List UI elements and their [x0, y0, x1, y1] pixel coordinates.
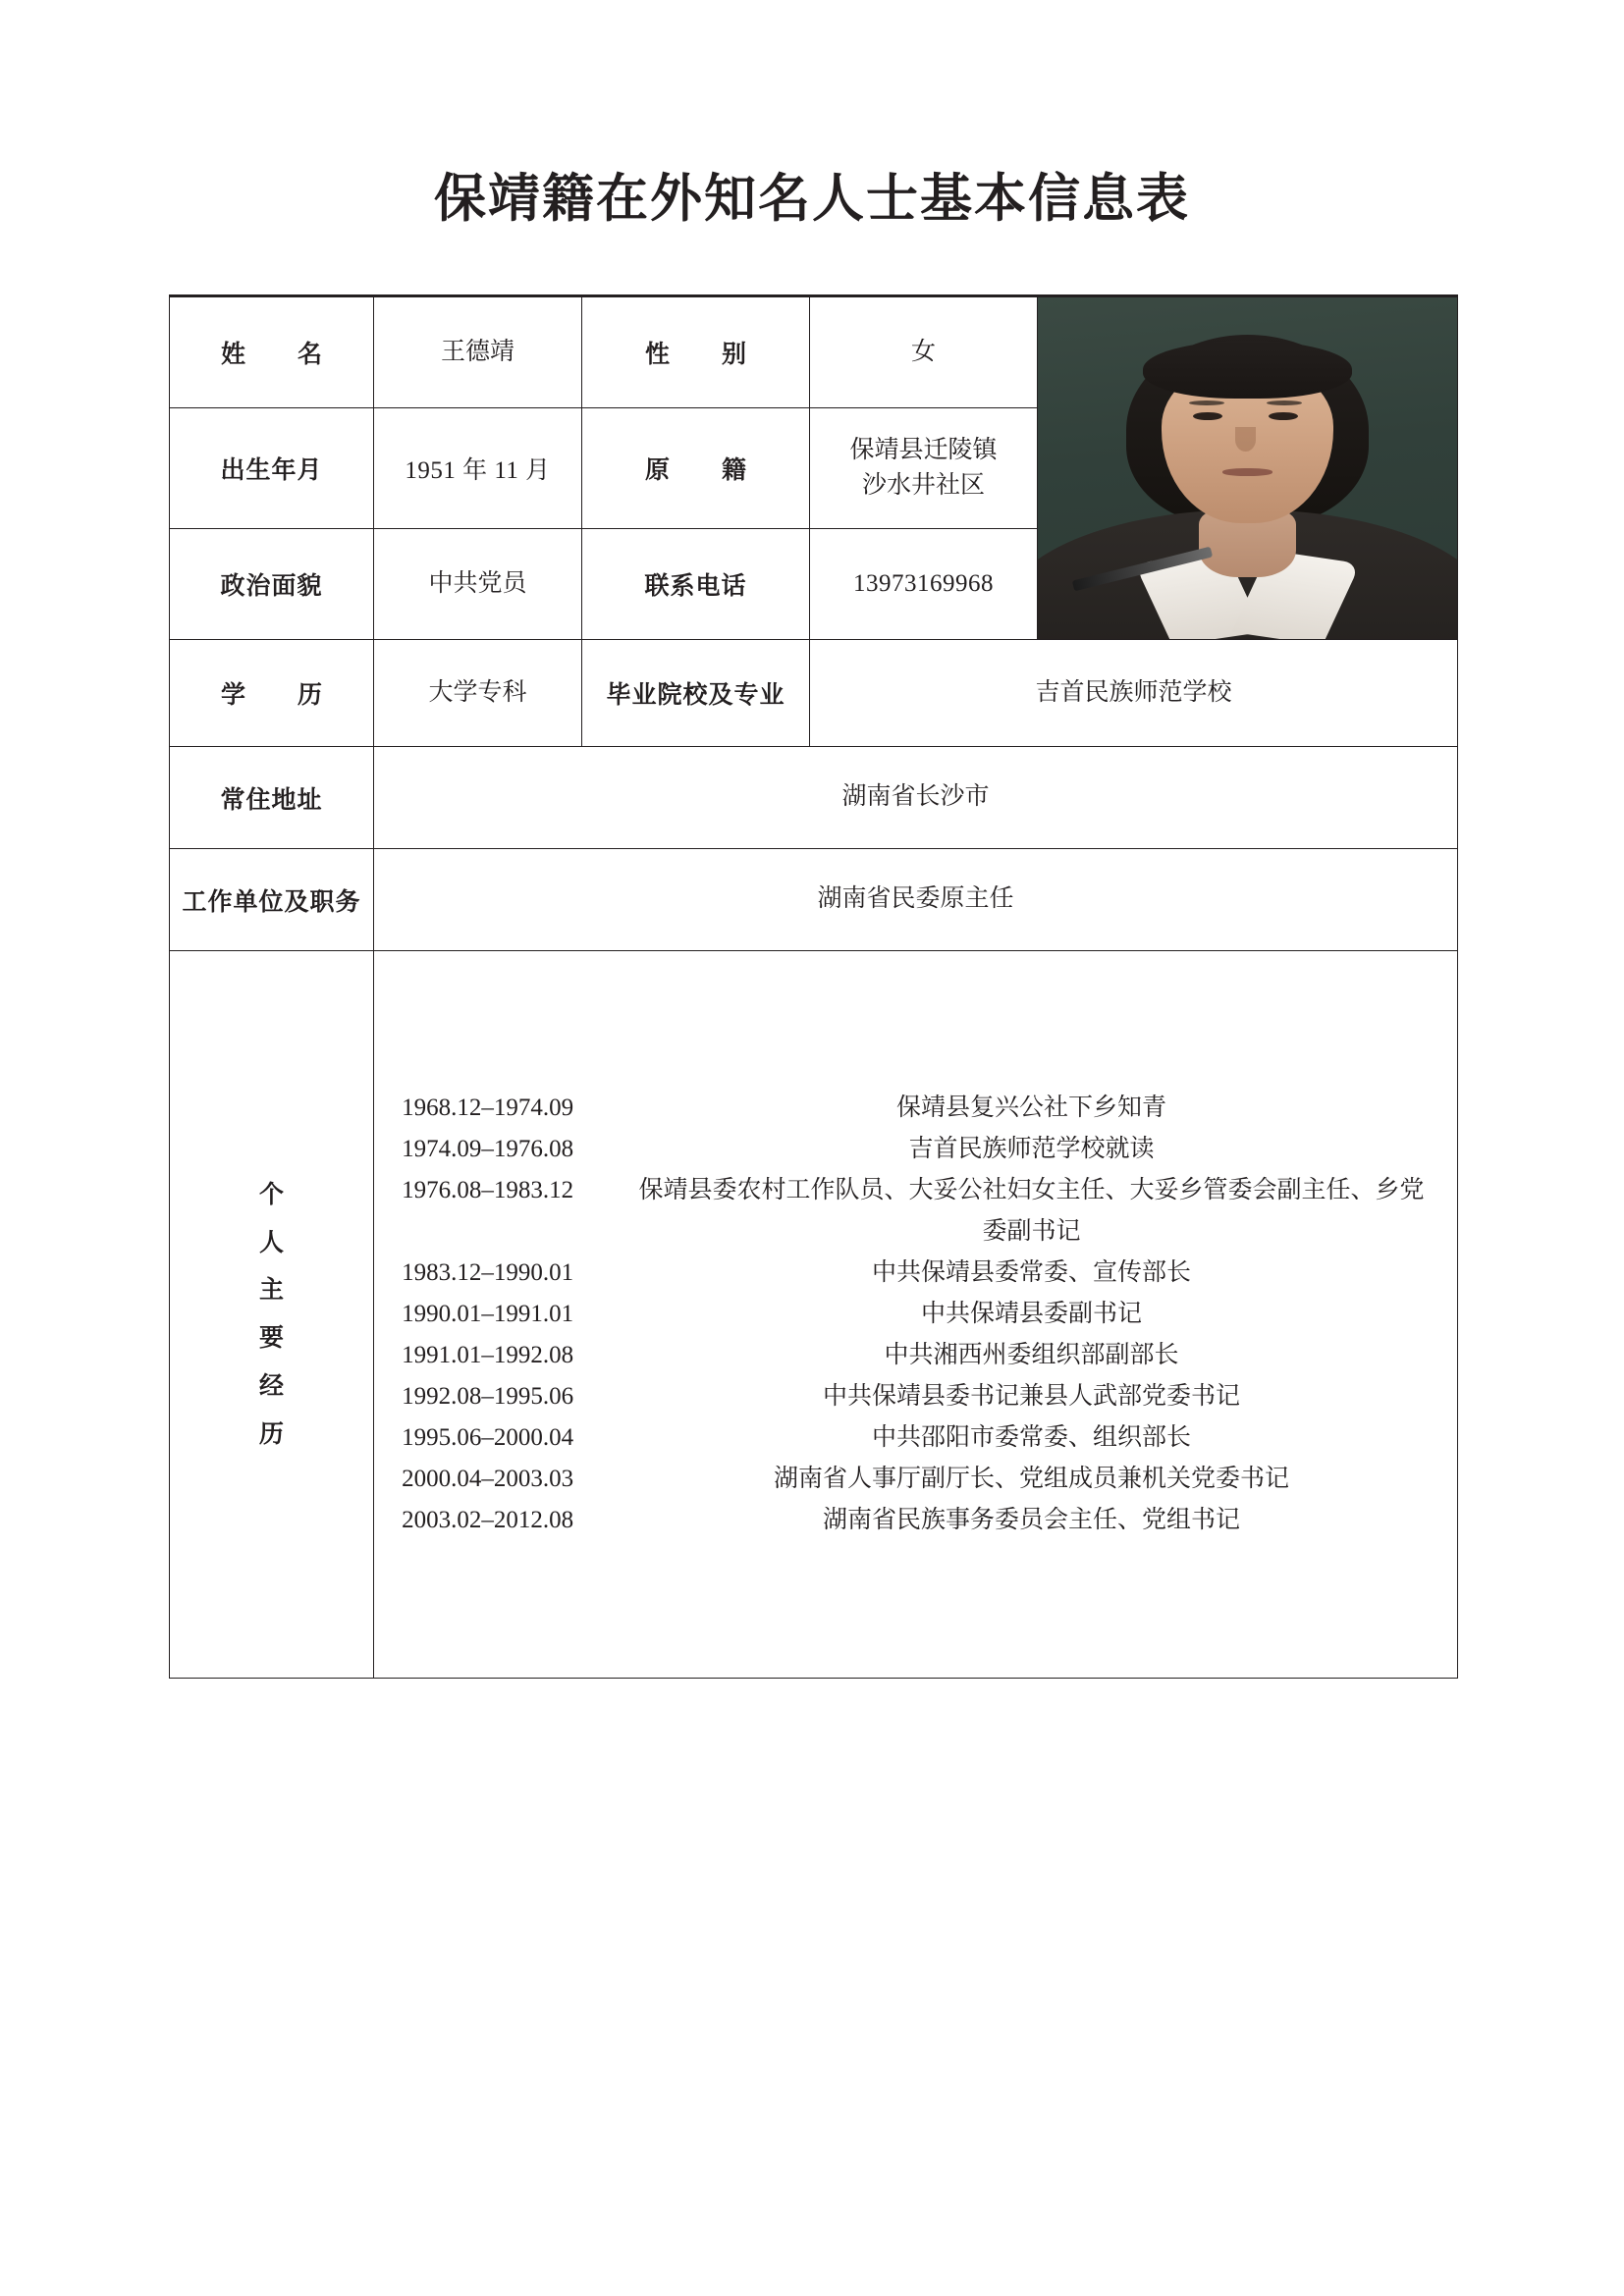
- table-row-education: [170, 640, 1458, 747]
- cell-experience-label: [170, 951, 374, 1679]
- photo-mouth: [1222, 468, 1272, 476]
- cell-photo: [1038, 296, 1458, 640]
- experience-list: [396, 1088, 1435, 1541]
- experience-item: [396, 1500, 1435, 1541]
- experience-period: 1968.12–1974.09: [402, 1095, 574, 1121]
- experience-description: 中共邵阳市委常委、组织部长: [871, 1424, 1191, 1451]
- experience-label-char: 主: [258, 1276, 284, 1305]
- experience-item: [396, 1417, 1435, 1459]
- cell-origin-label: 原 籍: [582, 408, 810, 529]
- cell-education-label: 学 历: [170, 640, 374, 747]
- experience-label-char: 人: [258, 1228, 284, 1256]
- experience-description: 保靖县复兴公社下乡知青: [895, 1095, 1166, 1121]
- photo-fringe: [1143, 341, 1353, 399]
- table-row-work: [170, 849, 1458, 951]
- cell-address-value: 湖南省长沙市: [374, 747, 1458, 849]
- experience-label-char: 经: [258, 1371, 284, 1400]
- experience-label-vertical: [170, 1171, 373, 1459]
- experience-item: [396, 1459, 1435, 1500]
- experience-item: [396, 1088, 1435, 1129]
- photo-eye-left: [1193, 412, 1222, 420]
- cell-phone-label: 联系电话: [582, 529, 810, 640]
- table-row-address: [170, 747, 1458, 849]
- experience-description: 中共湘西州委组织部副部长: [884, 1342, 1179, 1368]
- experience-description: 湖南省民族事务委员会主任、党组书记: [822, 1507, 1240, 1533]
- cell-experience-value: [374, 951, 1458, 1679]
- experience-period: 2000.04–2003.03: [402, 1466, 574, 1492]
- experience-item: [396, 1253, 1435, 1294]
- cell-name-value: 王德靖: [374, 296, 582, 408]
- experience-period: 1991.01–1992.08: [402, 1342, 574, 1368]
- experience-period: 2003.02–2012.08: [402, 1507, 574, 1533]
- origin-line-2: 沙水井社区: [861, 472, 985, 499]
- cell-education-value: 大学专科: [374, 640, 582, 747]
- experience-description: 吉首民族师范学校就读: [908, 1136, 1155, 1162]
- experience-label-char: 要: [258, 1324, 284, 1352]
- experience-label-char: 个: [258, 1180, 284, 1208]
- experience-period: 1995.06–2000.04: [402, 1424, 574, 1451]
- experience-period: 1974.09–1976.08: [402, 1136, 574, 1162]
- experience-period: 1992.08–1995.06: [402, 1383, 574, 1410]
- portrait-photo-image: [1038, 297, 1457, 639]
- page-title: 保靖籍在外知名人士基本信息表: [434, 171, 1190, 228]
- cell-gender-value: 女: [810, 296, 1038, 408]
- experience-item: [396, 1129, 1435, 1170]
- experience-item: [396, 1376, 1435, 1417]
- experience-description: 中共保靖县委常委、宣传部长: [871, 1259, 1191, 1286]
- experience-item: [396, 1170, 1435, 1253]
- cell-work-label: 工作单位及职务: [170, 849, 374, 951]
- experience-label-char: 历: [258, 1419, 284, 1448]
- table-row-experience: [170, 951, 1458, 1679]
- origin-line-1: 保靖县迁陵镇: [849, 436, 998, 463]
- cell-name-label: 姓 名: [170, 296, 374, 408]
- cell-political-label: 政治面貌: [170, 529, 374, 640]
- experience-description: 湖南省人事厅副厅长、党组成员兼机关党委书记: [773, 1466, 1289, 1492]
- experience-period: 1983.12–1990.01: [402, 1259, 574, 1286]
- photo-eye-right: [1269, 412, 1298, 420]
- table-row-name: [170, 296, 1458, 408]
- experience-description: 保靖县委农村工作队员、大妥公社妇女主任、大妥乡管委会副主任、乡党委副书记: [638, 1177, 1425, 1245]
- portrait-photo: [1038, 297, 1457, 639]
- experience-description: 中共保靖县委副书记: [920, 1301, 1142, 1327]
- cell-birth-value: 1951 年 11 月: [374, 408, 582, 529]
- cell-political-value: 中共党员: [374, 529, 582, 640]
- experience-period: 1976.08–1983.12: [402, 1177, 574, 1203]
- cell-work-value: 湖南省民委原主任: [374, 849, 1458, 951]
- cell-school-label: 毕业院校及专业: [582, 640, 810, 747]
- cell-school-value: 吉首民族师范学校: [810, 640, 1458, 747]
- experience-period: 1990.01–1991.01: [402, 1301, 574, 1327]
- experience-item: [396, 1294, 1435, 1335]
- cell-origin-value: [810, 408, 1038, 529]
- person-info-table: [169, 294, 1458, 1679]
- experience-description: 中共保靖县委书记兼县人武部党委书记: [822, 1383, 1240, 1410]
- cell-address-label: 常住地址: [170, 747, 374, 849]
- experience-item: [396, 1335, 1435, 1376]
- cell-birth-label: 出生年月: [170, 408, 374, 529]
- photo-nose: [1235, 427, 1256, 451]
- cell-gender-label: 性 别: [582, 296, 810, 408]
- cell-phone-value: 13973169968: [810, 529, 1038, 640]
